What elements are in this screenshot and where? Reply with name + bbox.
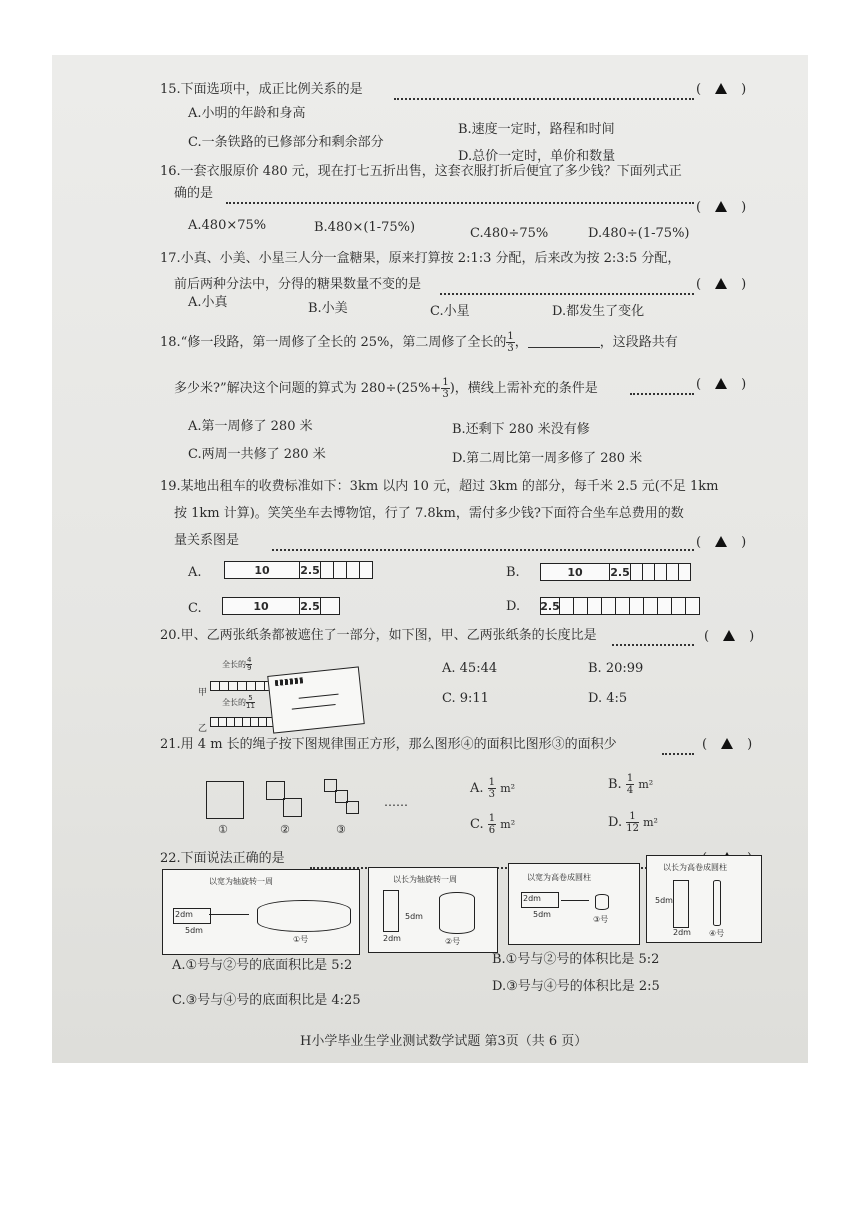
- bar-segment: [655, 564, 667, 580]
- bar-segment-10: 10: [223, 598, 300, 614]
- q21-stem: 21.用 4 m 长的绳子按下图规律围正方形，那么图形④的面积比图形③的面积少: [160, 737, 617, 752]
- q16-option-a: A.480×75%: [188, 218, 267, 233]
- pattern-1-square: [206, 781, 244, 819]
- fraction: $\frac{1}{4}$: [626, 773, 634, 796]
- q18-fill-blank[interactable]: [528, 335, 600, 348]
- q22-panel-1: [162, 869, 360, 955]
- q19-bar-c: [222, 597, 340, 615]
- q19-option-b-label: B.: [506, 565, 520, 580]
- q21-squares-figure: [202, 771, 422, 839]
- panel-4-label-5dm: 5dm: [655, 896, 673, 905]
- bar-segment: [658, 598, 672, 614]
- q20-figure: [198, 655, 368, 733]
- fraction: $\frac{1}{3}$: [488, 777, 496, 800]
- q16-option-c: C.480÷75%: [470, 226, 549, 241]
- answer-triangle-icon: [715, 536, 727, 547]
- bar-segment: [644, 598, 658, 614]
- q19-leader-dots: [272, 549, 694, 551]
- q19-stem-line2: 按 1km 计算)。笑笑坐车去博物馆，行了 7.8km，需付多少钱?下面符合坐车总费用的数: [174, 506, 684, 521]
- q18-option-c: C.两周一共修了 280 米: [188, 447, 326, 462]
- q20-envelope-cover: [267, 666, 365, 733]
- q15-option-d: D.总价一定时，单价和数量: [458, 149, 616, 164]
- bar-segment: [560, 598, 574, 614]
- pattern-ellipsis: ……: [384, 795, 408, 809]
- q20-option-c: C. 9:11: [442, 691, 489, 706]
- panel-3-label-5dm: 5dm: [533, 910, 551, 919]
- pattern-3-label: ③: [336, 823, 346, 836]
- bar-segment: [667, 564, 679, 580]
- bar-segment-2.5: 2.5: [300, 599, 320, 613]
- q21-option-c: C. $\frac{1}{6}$ m²: [470, 813, 516, 836]
- q16-leader-dots: [226, 202, 694, 204]
- pattern-2-label: ②: [280, 823, 290, 836]
- q18-leader-dots: [630, 393, 694, 395]
- pattern-1-label: ①: [218, 823, 228, 836]
- q16-option-d: D.480÷(1-75%): [588, 226, 690, 241]
- q21-option-d: D. $\frac{1}{12}$ m²: [608, 811, 658, 834]
- q18-stem-part1: 18.“修一段路，第一周修了全长的 25%，第二周修了全长的: [160, 335, 507, 350]
- q21-option-a: A. $\frac{1}{3}$ m²: [470, 777, 516, 800]
- panel-2-title: 以长为轴旋转一周: [393, 875, 457, 884]
- q17-leader-dots: [440, 293, 694, 295]
- q18-stem-line1: 18.“修一段路，第一周修了全长的 25%，第二周修了全长的 $\frac{1}{3}$ ， ，这段路共有: [160, 331, 678, 354]
- panel-3-title: 以宽为高卷成圆柱: [527, 873, 591, 882]
- bar-segment: [631, 564, 643, 580]
- answer-triangle-icon: [723, 630, 735, 641]
- bar-segment: [360, 562, 372, 578]
- q17-option-c: C.小星: [430, 304, 470, 319]
- q17-answer-blank[interactable]: ( ): [696, 277, 747, 292]
- bar-segment-10: 10: [541, 564, 610, 580]
- bar-segment-2.5: 2.5: [300, 563, 320, 577]
- envelope-line: [292, 704, 336, 710]
- q18-stem-part2: ，这段路共有: [599, 335, 678, 350]
- panel-2-label-5dm: 5dm: [405, 912, 423, 921]
- panel-4-title: 以长为高卷成圆柱: [663, 863, 727, 872]
- bar-segment: [616, 598, 630, 614]
- panel-1-label-2dm: 2dm: [175, 910, 193, 919]
- q17-option-d: D.都发生了变化: [552, 304, 645, 319]
- panel-3-label-2dm: 2dm: [523, 894, 541, 903]
- q17-option-b: B.小美: [308, 301, 348, 316]
- q18-answer-blank[interactable]: ( ): [696, 377, 747, 392]
- panel-1-label-5dm: 5dm: [185, 926, 203, 935]
- panel-2-number: ②号: [445, 937, 461, 946]
- q18-fraction: $\frac{1}{3}$: [507, 331, 514, 354]
- q22-option-b: B.①号与②号的体积比是 5:2: [492, 952, 660, 967]
- panel-3-cylinder: [595, 894, 609, 910]
- q22-panel-4: [646, 855, 762, 943]
- q18-fraction-2: $\frac{1}{3}$: [442, 377, 449, 400]
- q22-option-a: A.①号与②号的底面积比是 5:2: [172, 958, 353, 973]
- q22-option-d: D.③号与④号的体积比是 2:5: [492, 979, 660, 994]
- q18-stem-line2: [174, 377, 598, 400]
- bar-segment: [334, 562, 347, 578]
- panel-4-rectangle: [673, 880, 689, 928]
- q20-jia-caption: 全长的 $\frac{4}{9}$: [222, 656, 252, 672]
- panel-4-cylinder: [713, 880, 721, 926]
- bar-segment-2.5: 2.5: [610, 565, 630, 579]
- panel-1-number: ①号: [293, 935, 309, 944]
- bar-segment: [602, 598, 616, 614]
- q20-strip-yi: [210, 717, 276, 727]
- q19-stem-line1: 19.某地出租车的收费标准如下：3km 以内 10 元，超过 3km 的部分，每千米 2.5 元(不足 1km: [160, 479, 719, 494]
- q18-option-a: A.第一周修了 280 米: [188, 419, 313, 434]
- bar-segment: [321, 562, 334, 578]
- q19-answer-blank[interactable]: ( ): [696, 535, 747, 550]
- panel-4-number: ④号: [709, 929, 725, 938]
- q16-answer-blank[interactable]: ( ): [696, 200, 747, 215]
- q19-bar-d: [540, 597, 700, 615]
- q18-option-d: D.第二周比第一周多修了 280 米: [452, 451, 643, 466]
- panel-3-number: ③号: [593, 915, 609, 924]
- page-footer: H小学毕业生学业测试数学试题 第3页（共 6 页）: [300, 1034, 588, 1049]
- q19-bar-b: [540, 563, 691, 581]
- q19-option-a-label: A.: [188, 565, 202, 580]
- panel-3-arrow: [561, 900, 589, 901]
- q15-leader-dots: [394, 98, 694, 100]
- q15-option-b: B.速度一定时，路程和时间: [458, 122, 615, 137]
- panel-1-arrow: [209, 914, 249, 915]
- fraction: $\frac{1}{6}$: [488, 813, 496, 836]
- q22-stem: 22.下面说法正确的是: [160, 851, 285, 866]
- panel-2-rectangle: [383, 890, 399, 932]
- q22-panel-2: [368, 867, 498, 953]
- q15-option-c: C.一条铁路的已修部分和剩余部分: [188, 135, 384, 150]
- bar-segment: [321, 598, 339, 614]
- q20-stem: 20.甲、乙两张纸条都被遮住了一部分，如下图，甲、乙两张纸条的长度比是: [160, 628, 597, 643]
- q20-label-jia: 甲: [198, 688, 208, 698]
- fraction: $\frac{1}{12}$: [626, 811, 639, 834]
- q15-answer-blank[interactable]: ( ): [696, 82, 747, 97]
- bar-segment: [588, 598, 602, 614]
- bar-segment: [686, 598, 699, 614]
- answer-triangle-icon: [715, 278, 727, 289]
- panel-4-label-2dm: 2dm: [673, 928, 691, 937]
- q18-formula: 多少米?”解决这个问题的算式为 280÷(25%+: [174, 381, 442, 396]
- q17-option-a: A.小真: [188, 295, 228, 310]
- q16-stem-line2: 确的是: [174, 186, 214, 201]
- answer-triangle-icon: [715, 83, 727, 94]
- q15-option-a: A.小明的年龄和身高: [188, 106, 306, 121]
- q18-formula-tail: )，横线上需补充的条件是: [449, 381, 598, 396]
- bar-segment-2.5: 2.5: [540, 599, 560, 613]
- panel-2-cylinder: [439, 892, 475, 934]
- bar-segment: [574, 598, 588, 614]
- bar-segment: [347, 562, 360, 578]
- q16-stem-line1: 16.一套衣服原价 480 元，现在打七五折出售，这套衣服打折后便宜了多少钱？下面列式正: [160, 164, 682, 179]
- bar-segment: [672, 598, 686, 614]
- bar-segment: [630, 598, 644, 614]
- q15-stem: 15.下面选项中，成正比例关系的是: [160, 82, 363, 97]
- panel-1-cylinder: [257, 900, 351, 932]
- q21-leader-dots: [662, 753, 694, 755]
- bar-segment: [679, 564, 690, 580]
- q17-stem-line2: 前后两种分法中，分得的糖果数量不变的是: [174, 277, 422, 292]
- q20-option-d: D. 4:5: [588, 691, 628, 706]
- answer-triangle-icon: [715, 201, 727, 212]
- q21-answer-blank[interactable]: ( ): [702, 737, 753, 752]
- pattern-3-square: [346, 801, 359, 814]
- q19-stem-line3: 量关系图是: [174, 533, 240, 548]
- q17-stem-line1: 17.小真、小美、小星三人分一盒糖果，原来打算按 2:1:3 分配，后来改为按 2:3:5 分配，: [160, 251, 681, 266]
- panel-2-label-2dm: 2dm: [383, 934, 401, 943]
- q19-bar-a: [224, 561, 373, 579]
- bar-segment: [643, 564, 655, 580]
- q19-option-d-label: D.: [506, 599, 521, 614]
- q20-yi-caption: 全长的 $\frac{5}{11}$: [222, 694, 255, 710]
- answer-triangle-icon: [715, 378, 727, 389]
- q22-option-c: C.③号与④号的底面积比是 4:25: [172, 993, 361, 1008]
- q21-option-b: B. $\frac{1}{4}$ m²: [608, 773, 654, 796]
- q16-option-b: B.480×(1-75%): [314, 220, 416, 235]
- answer-triangle-icon: [721, 738, 733, 749]
- q20-leader-dots: [612, 644, 694, 646]
- q20-answer-blank[interactable]: ( ): [704, 629, 755, 644]
- q22-panel-3: [508, 863, 640, 945]
- q20-option-a: A. 45:44: [442, 661, 498, 676]
- q18-option-b: B.还剩下 280 米没有修: [452, 422, 590, 437]
- q20-label-yi: 乙: [198, 724, 208, 734]
- q19-option-c-label: C.: [188, 601, 202, 616]
- bar-segment-10: 10: [225, 562, 300, 578]
- pattern-2-square: [283, 798, 302, 817]
- q20-option-b: B. 20:99: [588, 661, 644, 676]
- exam-page: [52, 55, 808, 1063]
- envelope-stamp-boxes: [275, 677, 303, 686]
- envelope-line: [299, 694, 339, 699]
- panel-1-title: 以宽为轴旋转一周: [209, 877, 273, 886]
